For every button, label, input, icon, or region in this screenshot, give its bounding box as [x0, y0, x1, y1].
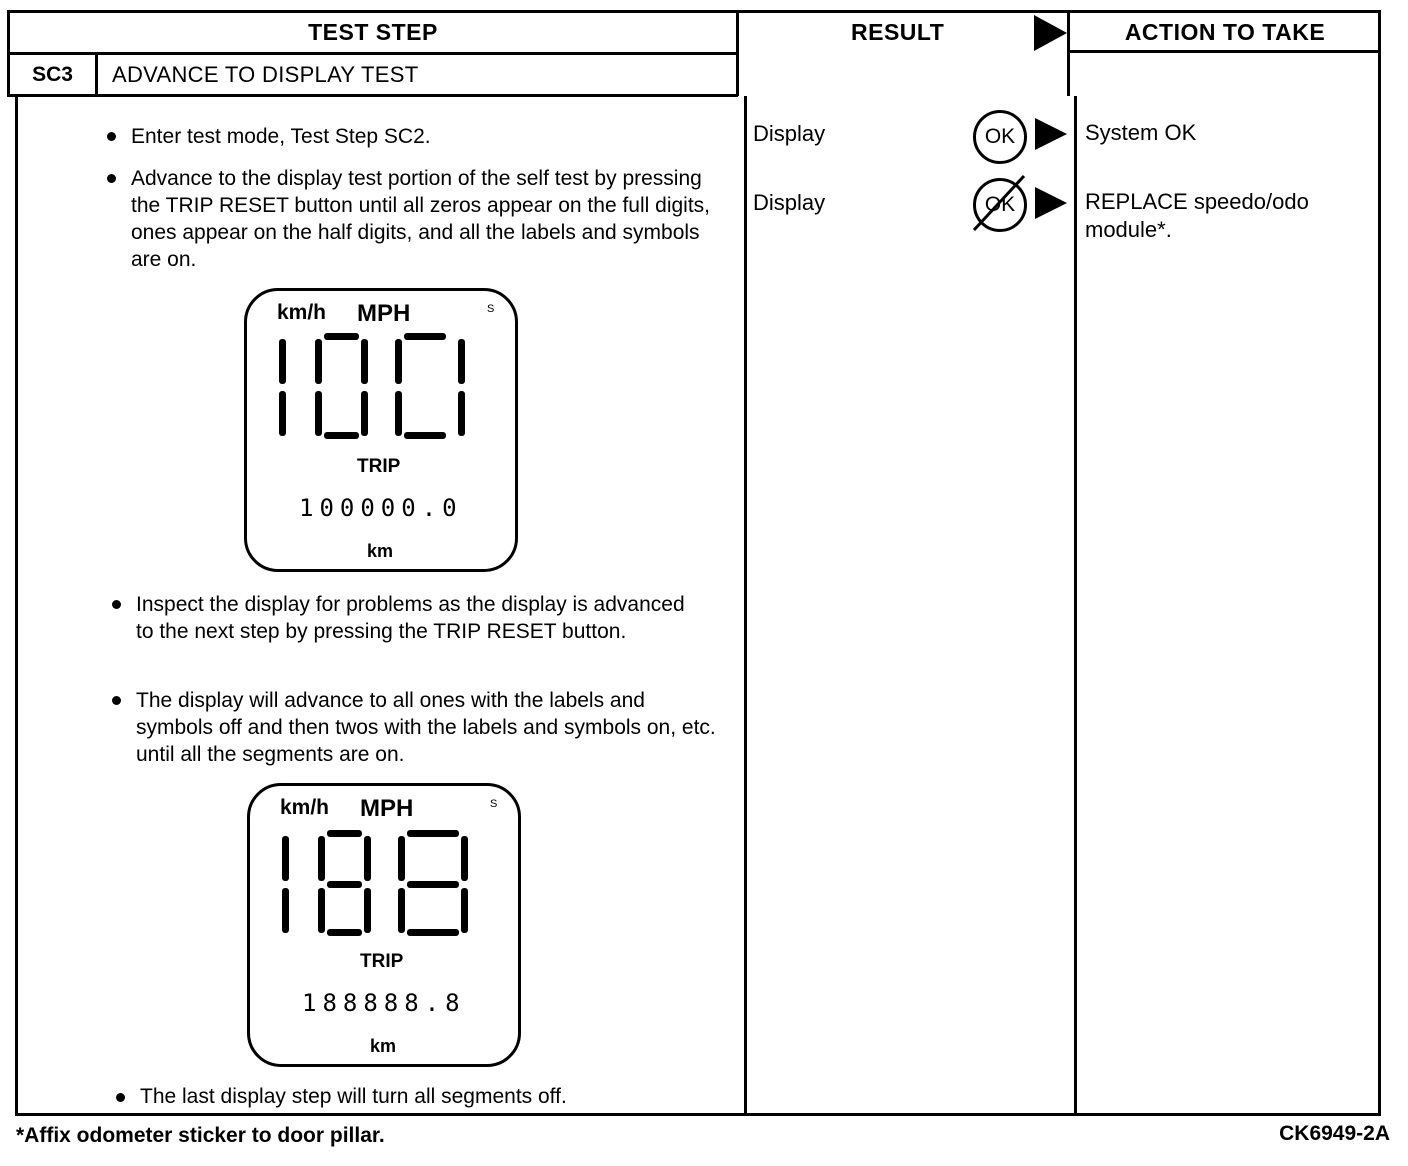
header-result: RESULT	[851, 18, 945, 45]
ok-symbol-text: OK	[984, 125, 1016, 148]
col-divider-1-lower	[744, 96, 747, 1116]
bullet-icon	[112, 696, 121, 705]
action-text: REPLACE speedo/odo	[1085, 189, 1309, 214]
odometer-reading: 100000.0	[299, 494, 463, 522]
frame-bottom	[15, 1113, 1381, 1116]
s-mark-label: S	[487, 303, 495, 315]
header-action: ACTION TO TAKE	[1124, 18, 1326, 45]
action-text: System OK	[1085, 120, 1197, 145]
frame-right	[1378, 10, 1381, 1116]
result-label: Display	[753, 190, 826, 215]
unit-kmh-label: km/h	[277, 301, 327, 324]
step-id-divider	[95, 52, 98, 96]
header-arrow-icon	[1034, 15, 1067, 51]
result-arrow-icon	[1035, 187, 1067, 219]
header-divider	[7, 52, 738, 55]
unit-kmh-label: km/h	[280, 796, 330, 819]
frame-left-lower	[15, 96, 18, 1116]
odometer-reading: 188888.8	[302, 989, 466, 1017]
bullet-icon	[107, 132, 116, 141]
speed-digits-graphic	[267, 331, 497, 446]
speed-digits-graphic	[270, 828, 500, 943]
result-label: Display	[753, 121, 826, 146]
unit-mph-label: MPH	[357, 300, 411, 327]
result-arrow-icon	[1035, 118, 1067, 150]
km-label: km	[370, 1036, 397, 1056]
instruction-2: Advance to the display test portion of the self test by pressing the TRIP RESET button until all zeros appear on the full digits, ones appear on the half digits, and all the labels and symbols are on.	[131, 167, 710, 271]
figure-code: CK6949-2A	[1279, 1122, 1390, 1145]
header-test-step: TEST STEP	[308, 18, 438, 45]
bullet-icon	[112, 600, 121, 609]
display-panel-zeros	[244, 288, 518, 572]
footer-note: *Affix odometer sticker to door pillar.	[16, 1124, 385, 1147]
trip-label: TRIP	[357, 456, 401, 477]
step-title: ADVANCE TO DISPLAY TEST	[112, 62, 419, 87]
display-panel-all-segments	[247, 783, 521, 1067]
bullet-icon	[107, 174, 116, 183]
step-id: SC3	[32, 63, 73, 86]
action-text-continued: module*.	[1085, 217, 1172, 242]
s-mark-label: S	[490, 798, 498, 810]
instruction-4: The display will advance to all ones with the labels and symbols off and then twos with the labels and symbols on, etc. until all the segments are on.	[136, 689, 716, 766]
instruction-3: Inspect the display for problems as the display is advanced to the next step by pressing the TRIP RESET button.	[136, 593, 685, 643]
step-row-divider	[7, 94, 738, 97]
strike-icon	[968, 172, 1032, 236]
not-ok-symbol-text: OK	[984, 193, 1016, 216]
trip-label: TRIP	[360, 951, 404, 972]
instruction-1: Enter test mode, Test Step SC2.	[131, 125, 431, 148]
km-label: km	[367, 541, 394, 561]
instruction-5: The last display step will turn all segments off.	[140, 1085, 567, 1108]
bullet-icon	[116, 1093, 125, 1102]
ok-symbol	[973, 110, 1027, 164]
col-divider-2-lower	[1074, 96, 1077, 1116]
unit-mph-label: MPH	[360, 795, 414, 822]
